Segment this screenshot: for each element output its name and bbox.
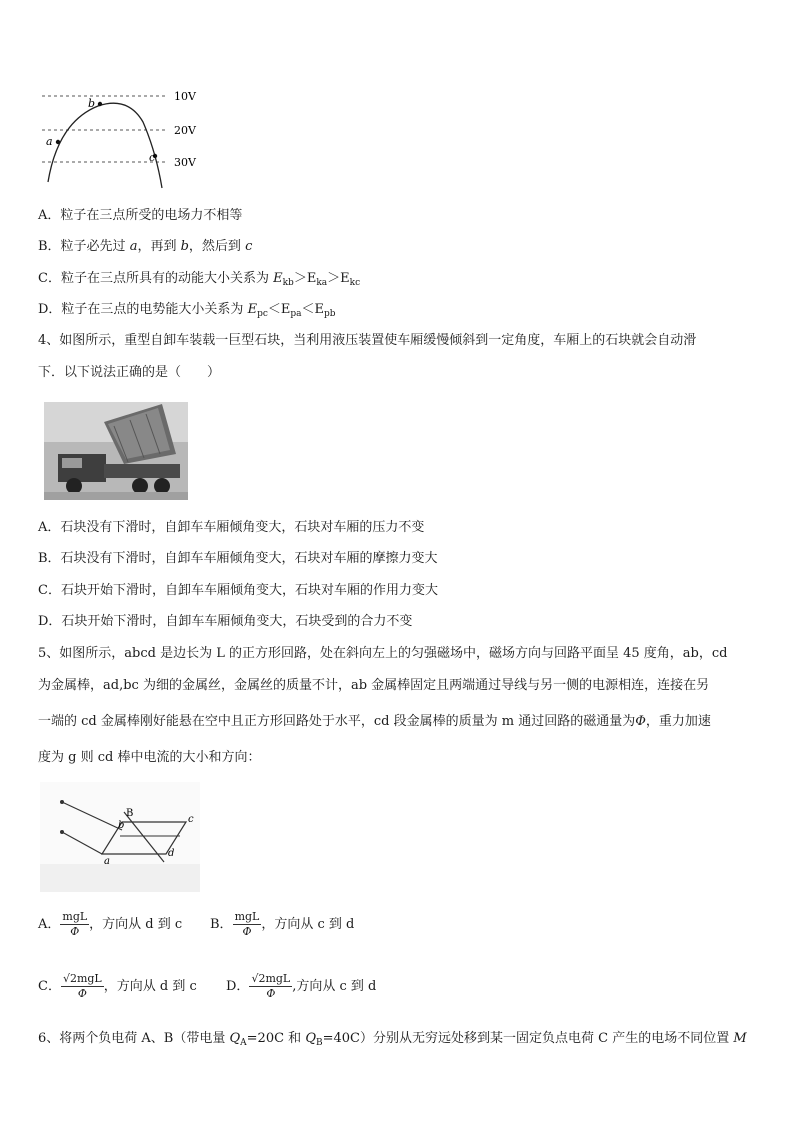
q5-a-num: mgL <box>62 910 88 923</box>
q3-c-prefix: C．粒子在三点所具有的动能大小关系为 <box>38 271 274 286</box>
q6-m: M <box>733 1031 747 1046</box>
label-10v: 10V <box>174 90 196 103</box>
label-a: a <box>46 135 53 148</box>
label-30v: 30V <box>174 156 196 169</box>
q5-stem3-text: 一端的 cd 金属棒刚好能悬在空中且正方形回路处于水平，cd 段金属棒的质量为 m 通过回路的磁通量为 <box>38 714 636 729</box>
q5-a-den: Φ <box>70 925 80 938</box>
q3-c-gt2: ＞E <box>327 271 350 286</box>
q3-d-lt1: ＜E <box>267 302 291 317</box>
q5-option-a <box>38 910 182 939</box>
q5-stem-line1: 5、如图所示，abcd 是边长为 L 的正方形回路，处在斜向左上的匀强磁场中，磁场方向与回路平面呈 45 度角，ab，cd <box>38 646 728 661</box>
q4-option-c: C．石块开始下滑时，自卸车车厢倾角变大，石块对车厢的作用力变大 <box>38 583 438 598</box>
q3-c-sub1: kb <box>282 278 294 288</box>
q3-c-e: E <box>273 271 283 286</box>
q5-stem-line4: 度为 g 则 cd 棒中电流的大小和方向： <box>38 750 261 765</box>
q5-d-den: Φ <box>266 987 276 1000</box>
q4-option-a: A．石块没有下滑时，自卸车车厢倾角变大，石块对车厢的压力不变 <box>38 520 425 535</box>
q4-option-b: B．石块没有下滑时，自卸车车厢倾角变大，石块对车厢的摩擦力变大 <box>38 551 438 566</box>
point-a <box>56 140 60 144</box>
q3-option-a: A．粒子在三点所受的电场力不相等 <box>38 208 243 223</box>
q3-c-sub3: kc <box>349 278 361 288</box>
q6-rest: =40C）分别从无穷远处移到某一固定负点电荷 C 产生的电场不同位置 <box>322 1031 734 1046</box>
q6-mid: =20C 和 <box>246 1031 306 1046</box>
q5-b-label: B． <box>210 917 233 932</box>
q5-c-fraction <box>61 972 104 1001</box>
q6-qa: Q <box>229 1031 241 1046</box>
fig-label-b-field: B <box>126 808 134 819</box>
label-c: c <box>149 151 156 164</box>
q5-b-num: mgL <box>234 910 260 923</box>
equipotential-figure <box>38 82 218 192</box>
q3-d-sub3: pb <box>324 309 336 319</box>
q3-d-e: E <box>247 302 258 317</box>
q5-a-fraction <box>60 910 89 939</box>
q3-option-c <box>38 270 360 292</box>
q3-d-sub1: pc <box>257 309 268 319</box>
q3-b-prefix: B．粒子必先过 <box>38 239 130 254</box>
q3-b-mid2: ，然后到 <box>188 239 246 254</box>
q3-d-sub2: pa <box>290 309 302 319</box>
q4-stem-line2: 下．以下说法正确的是（ ） <box>38 365 221 380</box>
q5-c-dir: ，方向从 d 到 c <box>103 979 197 994</box>
q5-option-c <box>38 972 197 1001</box>
q5-stem-line2: 为金属棒，ad,bc 为细的金属丝，金属丝的质量不计，ab 金属棒固定且两端通过导线与另一侧的电源相连，连接在另 <box>38 678 710 693</box>
q6-qb-sub: B <box>315 1038 323 1048</box>
q5-d-label: D． <box>226 979 250 994</box>
q5-d-num: √2mgL <box>251 972 291 985</box>
fig-label-d: d <box>168 848 175 859</box>
q5-d-fraction <box>249 972 292 1001</box>
q3-b-mid1: ，再到 <box>137 239 181 254</box>
q4-stem-line1: 4、如图所示，重型自卸车装载一巨型石块，当利用液压装置使车厢缓慢倾斜到一定角度，车厢上的石块就会自动滑 <box>38 333 697 348</box>
q5-a-dir: ，方向从 d 到 c <box>89 917 183 932</box>
q5-b-fraction <box>233 910 262 939</box>
q5-d-dir: ,方向从 c 到 d <box>292 979 377 994</box>
q5-option-d <box>226 972 376 1001</box>
fig-label-c: c <box>188 814 194 825</box>
q4-option-d: D．石块开始下滑时，自卸车车厢倾角变大，石块受到的合力不变 <box>38 614 413 629</box>
q3-c-gt1: ＞E <box>293 271 317 286</box>
q5-c-label: C． <box>38 979 61 994</box>
square-loop-figure <box>40 782 200 892</box>
q3-b-b: b <box>180 239 189 254</box>
q3-b-c: c <box>245 239 253 254</box>
q6-stem-line1 <box>38 1030 747 1052</box>
q5-option-b <box>210 910 354 939</box>
q5-b-den: Φ <box>242 925 252 938</box>
q5-c-den: Φ <box>77 987 87 1000</box>
q5-phi: Φ <box>635 714 646 729</box>
q5-stem-line3 <box>38 713 711 731</box>
fig-label-b: b <box>118 820 125 831</box>
q5-c-num: √2mgL <box>62 972 102 985</box>
q3-d-lt2: ＜E <box>301 302 325 317</box>
label-20v: 20V <box>174 124 196 137</box>
q3-d-prefix: D．粒子在三点的电势能大小关系为 <box>38 302 248 317</box>
q3-option-b <box>38 238 252 256</box>
point-b <box>98 102 102 106</box>
q5-b-dir: ，方向从 c 到 d <box>261 917 355 932</box>
dump-truck-photo <box>44 402 188 500</box>
q3-c-sub2: ka <box>316 278 328 288</box>
particle-trajectory <box>48 103 162 188</box>
label-b: b <box>88 97 96 110</box>
q6-stem-a: 6、将两个负电荷 A、B（带电量 <box>38 1031 230 1046</box>
q6-qa-sub: A <box>240 1038 247 1048</box>
q3-b-a: a <box>129 239 138 254</box>
q6-qb: Q <box>305 1031 316 1046</box>
fig-label-a: a <box>104 856 110 867</box>
q3-option-d <box>38 301 336 323</box>
q5-stem3b-text: ，重力加速 <box>645 714 711 729</box>
q5-a-label: A． <box>38 917 61 932</box>
